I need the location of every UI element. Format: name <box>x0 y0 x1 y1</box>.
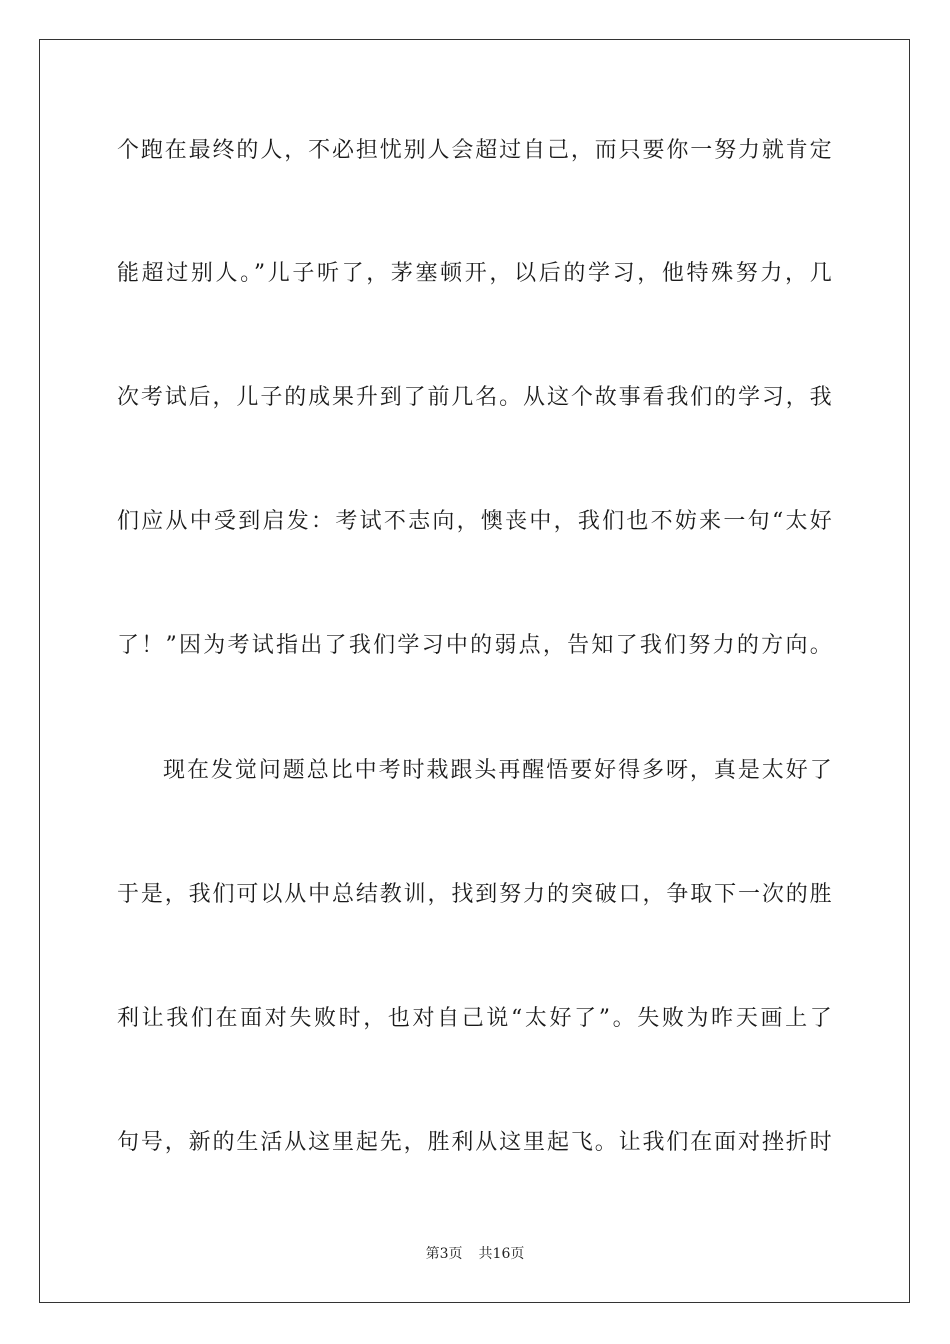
paragraph-line-7: 于是，我们可以从中总结教训，找到努力的突破口，争取下一次的胜 <box>117 882 833 907</box>
page-number: 第3页 <box>425 1246 463 1262</box>
paragraph-line-2: 能超过别人。”儿子听了，茅塞顿开，以后的学习，他特殊努力，几 <box>117 261 833 286</box>
page-border <box>39 39 910 1303</box>
page-total: 共16页 <box>478 1246 525 1262</box>
paragraph-line-1: 个跑在最终的人，不必担忧别人会超过自己，而只要你一努力就肯定 <box>117 138 833 163</box>
paragraph-line-4: 们应从中受到启发：考试不志向，懊丧中，我们也不妨来一句“太好 <box>117 509 833 534</box>
paragraph-line-6: 现在发觉问题总比中考时栽跟头再醒悟要好得多呀，真是太好了 <box>163 758 833 783</box>
paragraph-line-5: 了！”因为考试指出了我们学习中的弱点，告知了我们努力的方向。 <box>117 633 833 658</box>
paragraph-line-8: 利让我们在面对失败时，也对自己说“太好了”。失败为昨天画上了 <box>117 1006 833 1031</box>
paragraph-line-9: 句号，新的生活从这里起先，胜利从这里起飞。让我们在面对挫折时 <box>117 1130 833 1155</box>
page-footer <box>0 1245 950 1263</box>
paragraph-line-3: 次考试后，儿子的成果升到了前几名。从这个故事看我们的学习，我 <box>117 385 833 410</box>
